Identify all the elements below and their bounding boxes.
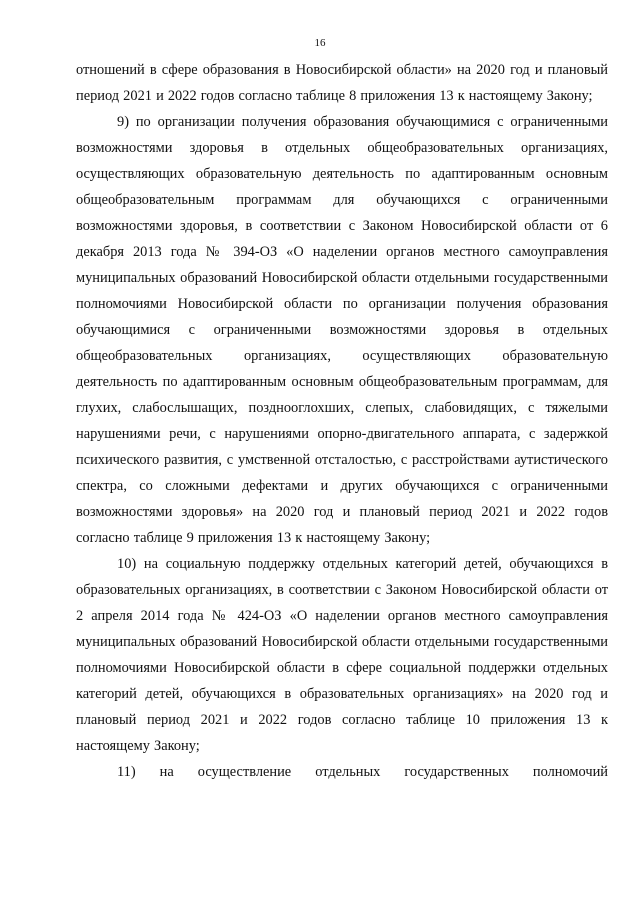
page-number: 16 [314, 37, 326, 49]
document-body [76, 57, 608, 785]
paragraph-item-11: 11) на осуществление отдельных государственных полномочий [117, 764, 608, 780]
paragraph-item-10: 10) на социальную поддержку отдельных категорий детей, обучающихся в образовательных организациях, в соответствии с Законом Новосибирской области от 2 апреля 2014 года № 424-ОЗ «О наделении органов местного самоуправления муниципальных образований Новосибирской области отдельными государственными полномочиями Новосибирской области в сфере социальной поддержки отдельных категорий детей, обучающихся в образовательных организациях» на 2020 год и плановый период 2021 и 2022 годов согласно таблице 10 приложения 13 к настоящему Закону; [76, 556, 608, 754]
paragraph-item-9: 9) по организации получения образования обучающимися с ограниченными возможностями здоровья в отдельных общеобразовательных организациях, осуществляющих образовательную деятельность по адаптированным основным общеобразовательным программам для обучающихся с ограниченными возможностями здоровья, в соответствии с Законом Новосибирской области от 6 декабря 2013 года № 394-ОЗ «О наделении органов местного самоуправления муниципальных образований Новосибирской области отдельными государственными полномочиями Новосибирской области по организации получения образования обучающимися с ограниченными возможностями здоровья в отдельных общеобразовательных организациях, осуществляющих образовательную деятельность по адаптированным основным общеобразовательным программам, для глухих, слабослышащих, позднооглохших, слепых, слабовидящих, с тяжелыми нарушениями речи, с нарушениями опорно-двигательного аппарата, с задержкой психического развития, с умственной отсталостью, с расстройствами аутистического спектра, со сложными дефектами и других обучающихся с ограниченными возможностями здоровья» на 2020 год и плановый период 2021 и 2022 годов согласно таблице 9 приложения 13 к настоящему Закону; [76, 114, 608, 546]
paragraph-continuation: отношений в сфере образования в Новосибирской области» на 2020 год и плановый период 2021 и 2022 годов согласно таблице 8 приложения 13 к настоящему Закону; [76, 62, 608, 104]
